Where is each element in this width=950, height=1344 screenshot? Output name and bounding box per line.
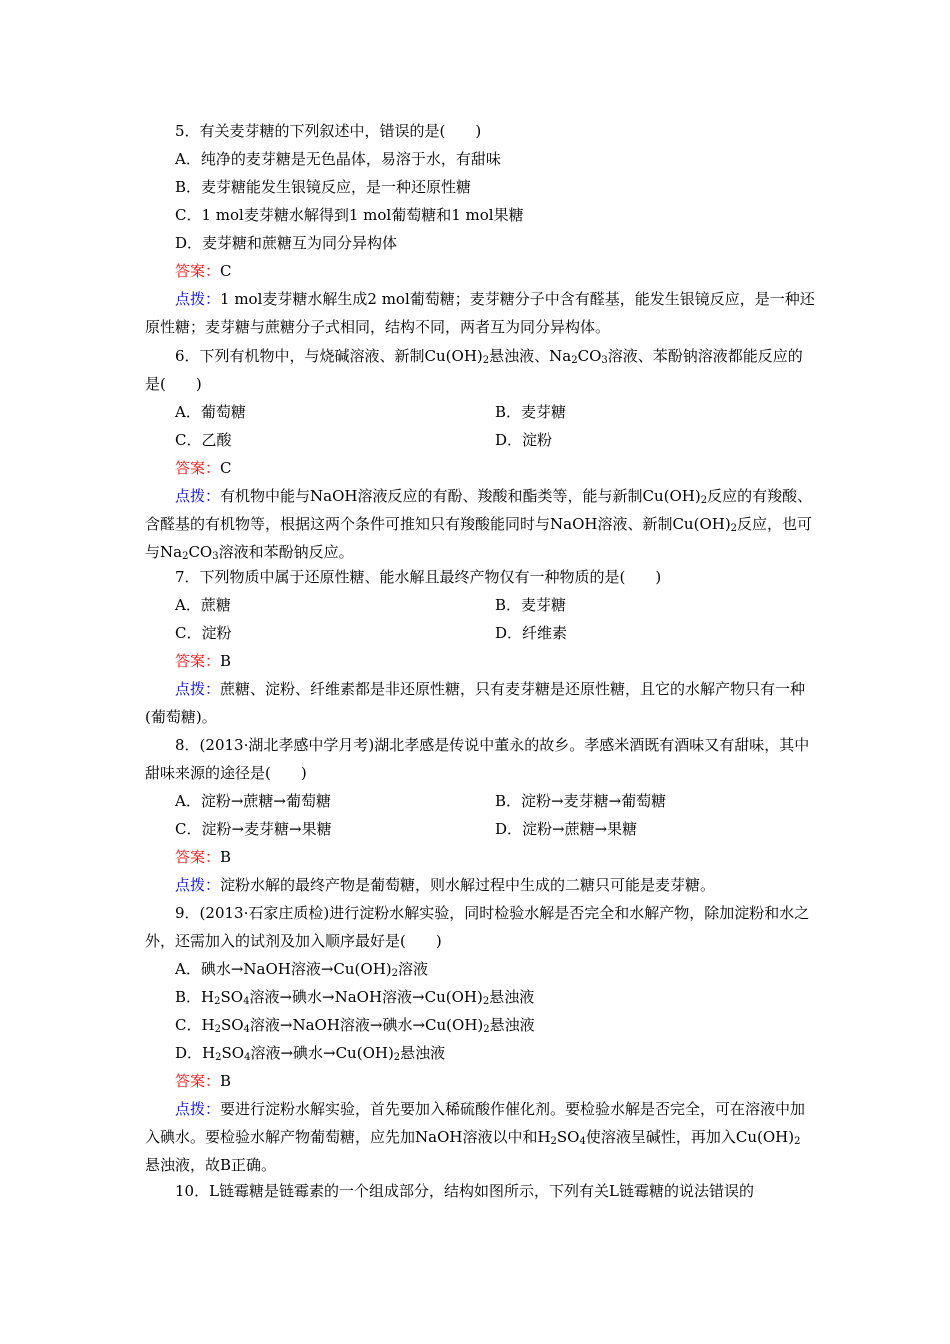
question-6-answer xyxy=(145,454,815,482)
question-10 xyxy=(145,1177,815,1205)
option-text: A．碘水→NaOH溶液→Cu(OH) xyxy=(175,960,392,978)
question-8-option-b: B．淀粉→麦芽糖→葡萄糖 xyxy=(495,792,667,810)
question-7-tip xyxy=(145,675,815,731)
question-7-answer xyxy=(145,647,815,675)
question-6-option-d: D．淀粉 xyxy=(495,431,553,449)
tip-text: 反应的有羧酸、含醛基的有机物等，根据这两个条件可推知只有羧酸能同时与NaOH溶液、新制Cu(OH) xyxy=(145,487,813,533)
subscript: 2 xyxy=(215,1052,222,1063)
question-7-option-b: B．麦芽糖 xyxy=(495,596,567,614)
option-text: 悬浊液 xyxy=(489,1016,535,1034)
tip-text: 有机物中能与NaOH溶液反应的有酚、羧酸和酯类等，能与新制Cu(OH) xyxy=(220,487,701,505)
question-8-options-row-2 xyxy=(145,815,815,843)
question-5-answer xyxy=(145,257,815,285)
tip-label: 点拨： xyxy=(175,290,221,308)
subscript: 2 xyxy=(482,355,490,366)
tip-text: 要进行淀粉水解实验，首先要加入稀硫酸作催化剂。要检验水解是否完全，可在溶液中加入碘水。要检验水解产物葡萄糖，应先加NaOH溶液以中和H xyxy=(145,1100,806,1146)
subscript: 3 xyxy=(212,551,219,562)
question-9 xyxy=(145,899,815,1179)
answer-label: 答案： xyxy=(175,1072,221,1090)
subscript: 4 xyxy=(243,1024,250,1035)
answer-value: B xyxy=(220,652,232,670)
question-5-tip xyxy=(145,285,815,341)
subscript: 2 xyxy=(482,996,490,1007)
subscript: 2 xyxy=(700,495,708,506)
question-7-option-c: C．淀粉 xyxy=(175,624,232,642)
subscript: 4 xyxy=(579,1136,586,1147)
option-text: 悬浊液 xyxy=(400,1044,446,1062)
question-7-options-row-2 xyxy=(145,619,815,647)
question-7-options-row-1 xyxy=(145,591,815,619)
tip-text: 反应，也可与Na xyxy=(145,515,813,561)
tip-label: 点拨： xyxy=(175,487,221,505)
tip-text: 使溶液呈碱性，再加入Cu(OH) xyxy=(585,1128,795,1146)
question-9-answer xyxy=(145,1067,815,1095)
question-6-options-row-2 xyxy=(145,426,815,454)
tip-label: 点拨： xyxy=(175,876,221,894)
question-9-tip xyxy=(145,1095,815,1179)
question-8-option-a: A．淀粉→蔗糖→葡萄糖 xyxy=(175,792,331,810)
option-text: B．H xyxy=(175,988,215,1006)
subscript: 2 xyxy=(730,523,738,534)
answer-value: C xyxy=(220,459,232,477)
option-text: 悬浊液 xyxy=(489,988,535,1006)
tip-label: 点拨： xyxy=(175,680,221,698)
question-10-stem: 10．L链霉糖是链霉素的一个组成部分，结构如图所示，下列有关L链霉糖的说法错误的 xyxy=(175,1182,755,1200)
question-8-tip xyxy=(145,871,815,899)
subscript: 2 xyxy=(483,1024,490,1035)
question-5-option-b: B．麦芽糖能发生银镜反应，是一种还原性糖 xyxy=(175,178,472,196)
subscript: 2 xyxy=(214,1024,221,1035)
option-text: SO xyxy=(220,1016,244,1034)
question-8-option-d: D．淀粉→蔗糖→果糖 xyxy=(495,820,638,838)
subscript: 2 xyxy=(393,1052,401,1063)
question-5-option-a: A．纯净的麦芽糖是无色晶体，易溶于水，有甜味 xyxy=(175,150,501,168)
subscript: 3 xyxy=(601,355,608,366)
option-text: 溶液→碘水→Cu(OH) xyxy=(250,1044,394,1062)
answer-label: 答案： xyxy=(175,459,221,477)
question-6-option-b: B．麦芽糖 xyxy=(495,403,567,421)
tip-text: 悬浊液，故B正确。 xyxy=(145,1156,277,1174)
question-7 xyxy=(145,563,815,731)
question-8-options-row-1 xyxy=(145,787,815,815)
option-text: SO xyxy=(221,1044,245,1062)
question-8-stem: 8．(2013·湖北孝感中学月考)湖北孝感是传说中董永的故乡。孝感米酒既有酒味又有甜味，其中甜味来源的途径是( ) xyxy=(145,736,810,782)
stem-part: CO xyxy=(577,347,602,365)
option-text: C．H xyxy=(175,1016,215,1034)
answer-label: 答案： xyxy=(175,262,221,280)
question-5-option-c: C．1 mol麦芽糖水解得到1 mol葡萄糖和1 mol果糖 xyxy=(175,206,524,224)
tip-text: SO xyxy=(556,1128,580,1146)
tip-label: 点拨： xyxy=(175,1100,221,1118)
question-6-stem xyxy=(145,342,815,398)
answer-value: C xyxy=(220,262,232,280)
option-text: 溶液→NaOH溶液→碘水→Cu(OH) xyxy=(249,1016,484,1034)
question-6-tip xyxy=(145,482,815,566)
question-6-option-c: C．乙酸 xyxy=(175,431,232,449)
tip-text: 1 mol麦芽糖水解生成2 mol葡萄糖；麦芽糖分子中含有醛基，能发生银镜反应，是一种还原性糖；麦芽糖与蔗糖分子式相同，结构不同，两者互为同分异构体。 xyxy=(145,290,815,336)
question-7-stem: 7．下列物质中属于还原性糖、能水解且最终产物仅有一种物质的是( ) xyxy=(175,568,662,586)
option-text: 溶液→碘水→NaOH溶液→Cu(OH) xyxy=(249,988,483,1006)
subscript: 2 xyxy=(794,1136,801,1147)
answer-value: B xyxy=(220,848,232,866)
subscript: 2 xyxy=(214,996,221,1007)
subscript: 4 xyxy=(244,1052,251,1063)
question-8 xyxy=(145,731,815,899)
option-text: 溶液 xyxy=(398,960,429,978)
subscript: 4 xyxy=(243,996,250,1007)
option-text: D．H xyxy=(175,1044,216,1062)
question-6-option-a: A．葡萄糖 xyxy=(175,403,246,421)
answer-label: 答案： xyxy=(175,848,221,866)
stem-part: 悬浊液、Na xyxy=(489,347,572,365)
question-9-option-d xyxy=(145,1039,815,1067)
question-6-options-row-1 xyxy=(145,398,815,426)
option-text: SO xyxy=(220,988,244,1006)
question-9-option-a xyxy=(145,955,815,983)
question-6 xyxy=(145,342,815,566)
question-7-option-d: D．纤维素 xyxy=(495,624,568,642)
subscript: 2 xyxy=(571,355,578,366)
question-9-option-b xyxy=(145,983,815,1011)
question-8-answer xyxy=(145,843,815,871)
question-9-option-c xyxy=(145,1011,815,1039)
subscript: 2 xyxy=(182,551,189,562)
question-5-stem: 5．有关麦芽糖的下列叙述中，错误的是( ) xyxy=(175,122,482,140)
tip-text: CO xyxy=(188,543,213,561)
tip-text: 溶液和苯酚钠反应。 xyxy=(218,543,354,561)
question-7-option-a: A．蔗糖 xyxy=(175,596,231,614)
question-5-option-d: D．麦芽糖和蔗糖互为同分异构体 xyxy=(175,234,398,252)
stem-part: 6．下列有机物中，与烧碱溶液、新制Cu(OH) xyxy=(175,347,483,365)
answer-value: B xyxy=(220,1072,232,1090)
question-8-option-c: C．淀粉→麦芽糖→果糖 xyxy=(175,820,332,838)
stem-part: 溶液、苯酚钠溶液都能反应的是( ) xyxy=(145,347,803,393)
question-9-stem: 9．(2013·石家庄质检)进行淀粉水解实验，同时检验水解是否完全和水解产物，除加淀粉和水之外，还需加入的试剂及加入顺序最好是( ) xyxy=(145,904,810,950)
question-5 xyxy=(145,117,815,341)
tip-text: 蔗糖、淀粉、纤维素都是非还原性糖，只有麦芽糖是还原性糖，且它的水解产物只有一种(葡萄糖)。 xyxy=(145,680,806,726)
subscript: 2 xyxy=(550,1136,557,1147)
tip-text: 淀粉水解的最终产物是葡萄糖，则水解过程中生成的二糖只可能是麦芽糖。 xyxy=(220,876,716,894)
answer-label: 答案： xyxy=(175,652,221,670)
subscript: 2 xyxy=(391,968,399,979)
